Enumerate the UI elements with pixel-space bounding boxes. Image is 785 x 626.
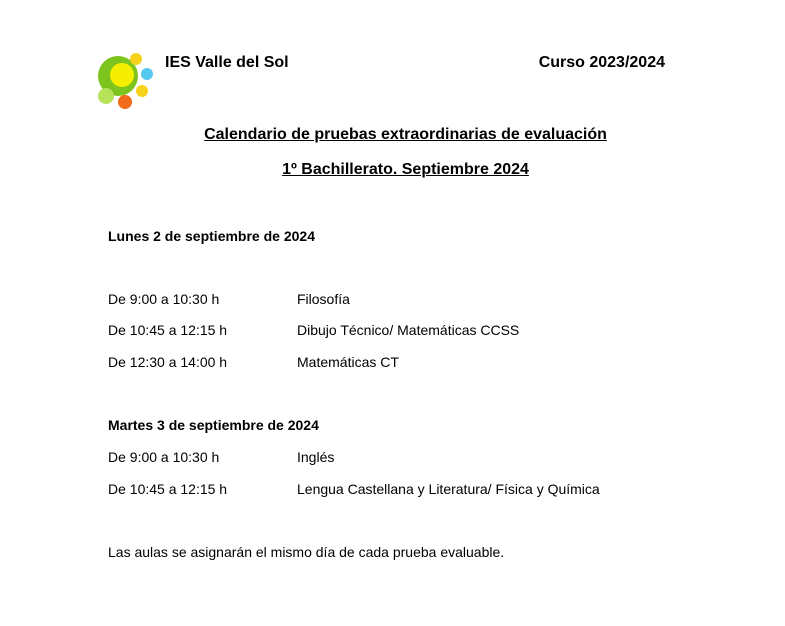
course-year: Curso 2023/2024 — [538, 54, 665, 71]
footer-note: Las aulas se asignarán el mismo día de cada prueba evaluable. — [108, 544, 505, 560]
logo-right-yellow-dot — [136, 85, 148, 97]
exam-row — [108, 322, 519, 338]
day-heading-monday: Lunes 2 de septiembre de 2024 — [108, 228, 315, 244]
exam-row — [108, 291, 350, 307]
logo-lightgreen-dot — [98, 88, 114, 104]
exam-time: De 9:00 a 10:30 h — [108, 291, 220, 307]
exam-subject: Lengua Castellana y Literatura/ Física y Química — [297, 481, 600, 497]
document-subtitle: 1º Bachillerato. Septiembre 2024 — [282, 161, 529, 178]
exam-time: De 10:45 a 12:15 h — [108, 322, 228, 338]
exam-subject: Dibujo Técnico/ Matemáticas CCSS — [297, 322, 520, 338]
logo-blue-dot — [141, 68, 153, 80]
exam-row — [108, 449, 334, 465]
exam-subject: Filosofía — [297, 291, 350, 307]
document-title: Calendario de pruebas extraordinarias de evaluación — [204, 126, 607, 143]
school-logo — [94, 50, 156, 112]
logo-yellow-circle — [110, 63, 134, 87]
exam-time: De 9:00 a 10:30 h — [108, 449, 220, 465]
exam-subject: Inglés — [297, 449, 335, 465]
exam-time: De 10:45 a 12:15 h — [108, 481, 228, 497]
day-heading-tuesday: Martes 3 de septiembre de 2024 — [108, 417, 319, 433]
logo-top-yellow-dot — [130, 53, 142, 65]
logo-orange-dot — [118, 95, 132, 109]
exam-row — [108, 481, 600, 497]
school-name: IES Valle del Sol — [165, 54, 289, 71]
exam-row — [108, 354, 399, 370]
exam-subject: Matemáticas CT — [297, 354, 399, 370]
exam-time: De 12:30 a 14:00 h — [108, 354, 228, 370]
